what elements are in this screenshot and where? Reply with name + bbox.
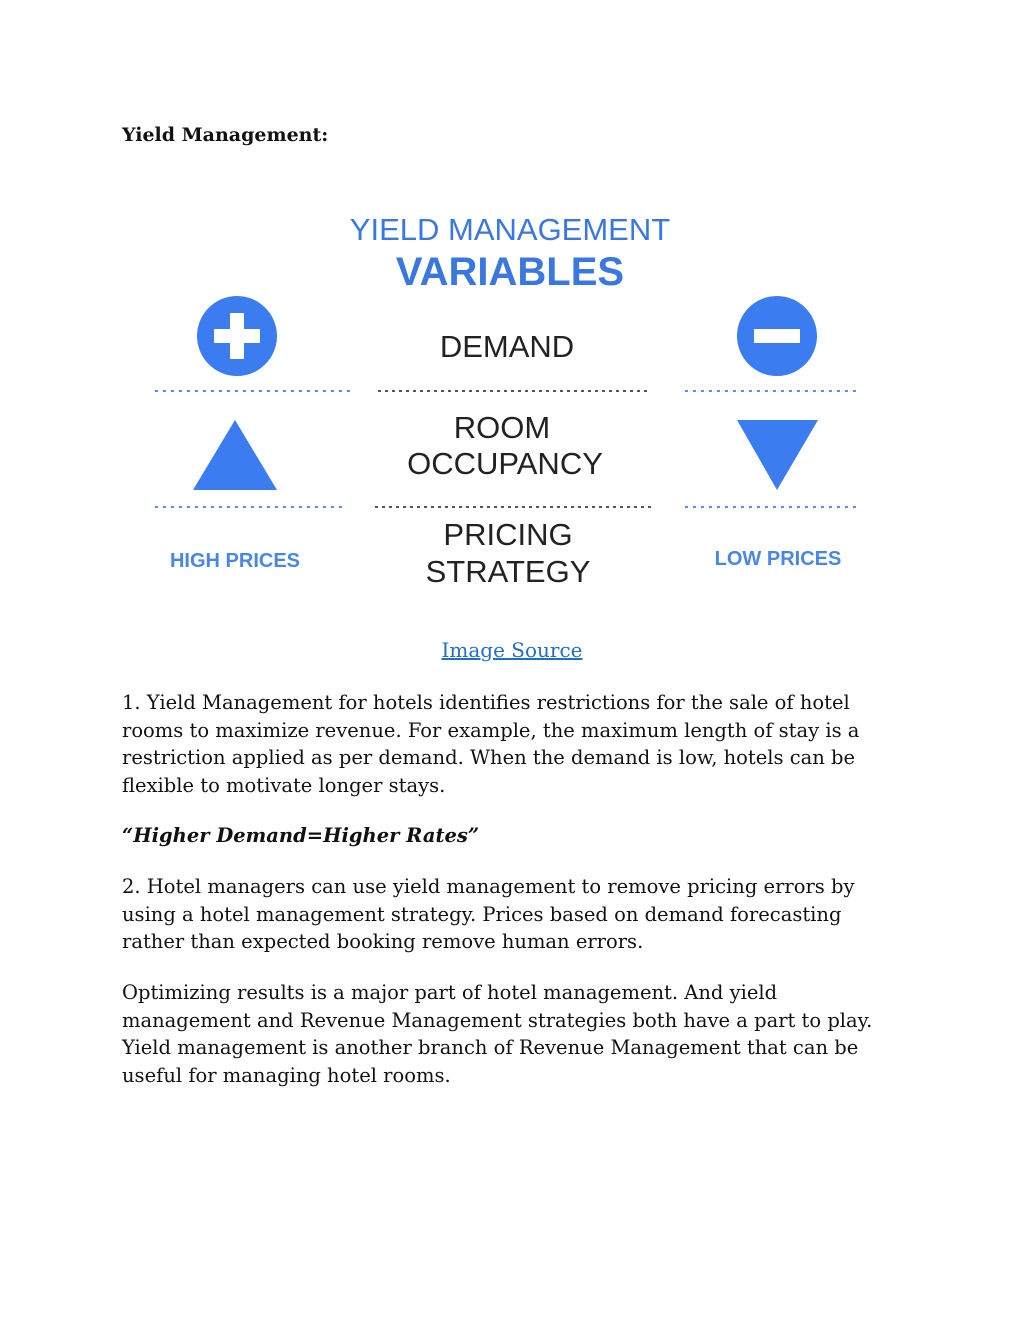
plus-icon xyxy=(197,296,277,376)
room-label: ROOM xyxy=(453,410,551,445)
minus-icon xyxy=(737,296,817,376)
triangle-up-icon xyxy=(193,420,277,490)
yield-management-infographic xyxy=(150,200,870,610)
infographic-title-line1: YIELD MANAGEMENT xyxy=(349,212,671,247)
triangle-down-icon xyxy=(737,420,818,490)
infographic-svg xyxy=(150,200,870,610)
quote-text: “Higher Demand=Higher Rates” xyxy=(122,824,480,847)
occupancy-label: OCCUPANCY xyxy=(407,446,603,481)
paragraph-1: 1. Yield Management for hotels identifies restrictions for the sale of hotel rooms to maximize revenue. For example, the maximum length of stay is a restriction applied as per demand. When the demand is low, hotels can be flexible to motivate longer stays. xyxy=(122,691,860,797)
low-prices-label: LOW PRICES xyxy=(714,548,842,570)
image-source-link[interactable]: Image Source xyxy=(441,638,583,662)
strategy-label: STRATEGY xyxy=(425,554,591,589)
demand-label: DEMAND xyxy=(439,329,575,364)
paragraph-2: 2. Hotel managers can use yield management to remove pricing errors by using a hotel management strategy. Prices based on demand forecasting rather than expected booking remove human errors. xyxy=(122,875,855,953)
pricing-label: PRICING xyxy=(443,517,573,552)
infographic-title-line2: VARIABLES xyxy=(395,250,625,294)
section-heading: Yield Management: xyxy=(122,124,329,146)
paragraph-3: Optimizing results is a major part of hotel management. And yield management and Revenue Management strategies both have a part to play. Yield management is another branch of Revenue Management that can be useful for managing hotel rooms. xyxy=(122,981,873,1087)
high-prices-label: HIGH PRICES xyxy=(169,550,301,572)
